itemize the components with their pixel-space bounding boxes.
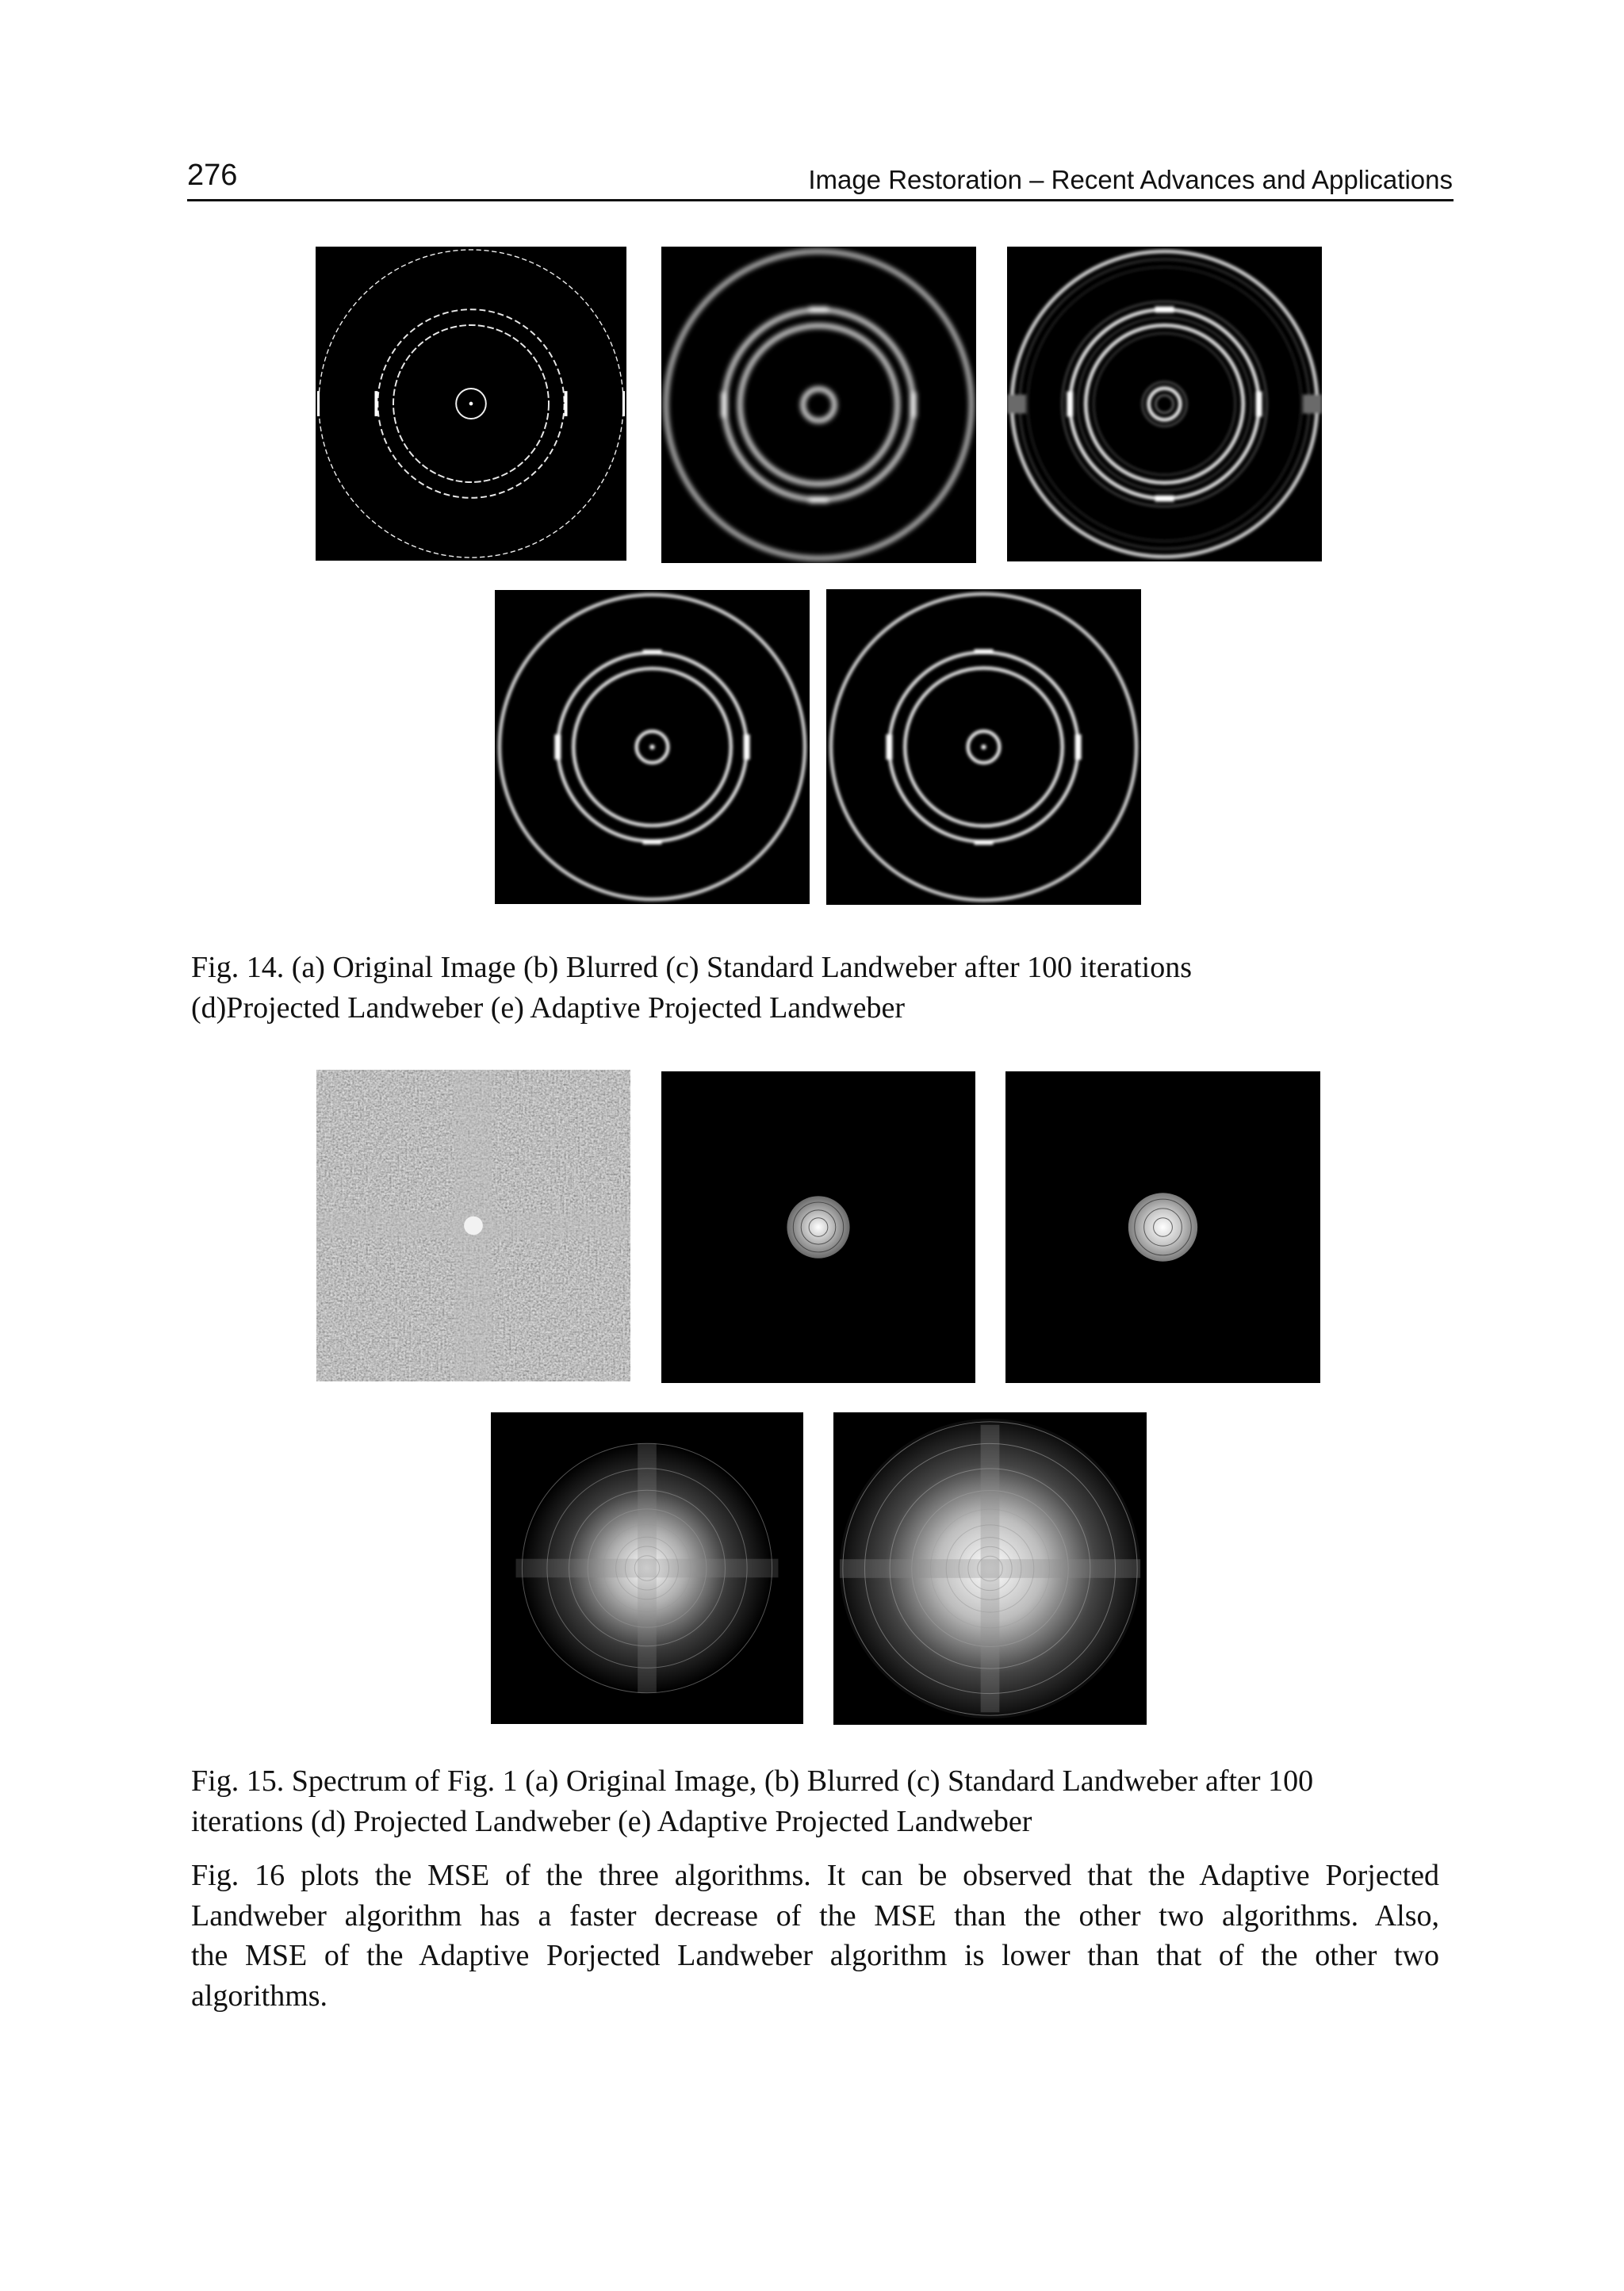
fig14-panel-a-original — [316, 247, 626, 561]
body-line: Fig. 16 plots the MSE of the three algorithms. It can be observed that the Adaptive Porjected — [191, 1859, 1439, 1892]
body-paragraph — [191, 1856, 1439, 2016]
fig15-panel-e-adaptive-projected-landweber-spectrum — [833, 1412, 1147, 1725]
fig14-panel-c-standard-landweber — [1007, 247, 1322, 561]
header-rule — [187, 199, 1454, 201]
fig15-panel-d-projected-landweber-spectrum — [491, 1412, 803, 1724]
fig15-caption — [191, 1761, 1313, 1842]
fig15-panel-a-original-spectrum — [316, 1070, 630, 1381]
page-number: 276 — [187, 159, 238, 192]
fig14-caption-line: (d)Projected Landweber (e) Adaptive Projected Landweber — [191, 991, 905, 1025]
fig15-caption-line: iterations (d) Projected Landweber (e) Adaptive Projected Landweber — [191, 1805, 1032, 1838]
fig14-panel-d-projected-landweber — [495, 590, 810, 904]
running-title: Image Restoration – Recent Advances and Applications — [808, 165, 1453, 194]
body-line: algorithms. — [191, 1979, 328, 2013]
fig15-panel-b-blurred-spectrum — [661, 1071, 975, 1383]
fig14-panel-e-adaptive-projected-landweber — [826, 589, 1141, 905]
fig15-panel-c-standard-landweber-spectrum — [1005, 1071, 1320, 1383]
body-line: Landweber algorithm has a faster decrease of the MSE than the other two algorithms. Also, — [191, 1898, 1439, 1933]
body-line: the MSE of the Adaptive Porjected Landweber algorithm is lower than that of the other two — [191, 1939, 1439, 1972]
fig14-panel-b-blurred — [661, 247, 976, 563]
fig14-caption — [191, 948, 1192, 1029]
fig15-caption-line: Fig. 15. Spectrum of Fig. 1 (a) Original Image, (b) Blurred (c) Standard Landweber after 100 — [191, 1764, 1314, 1798]
fig14-caption-line: Fig. 14. (a) Original Image (b) Blurred (c) Standard Landweber after 100 iterations — [191, 951, 1192, 984]
